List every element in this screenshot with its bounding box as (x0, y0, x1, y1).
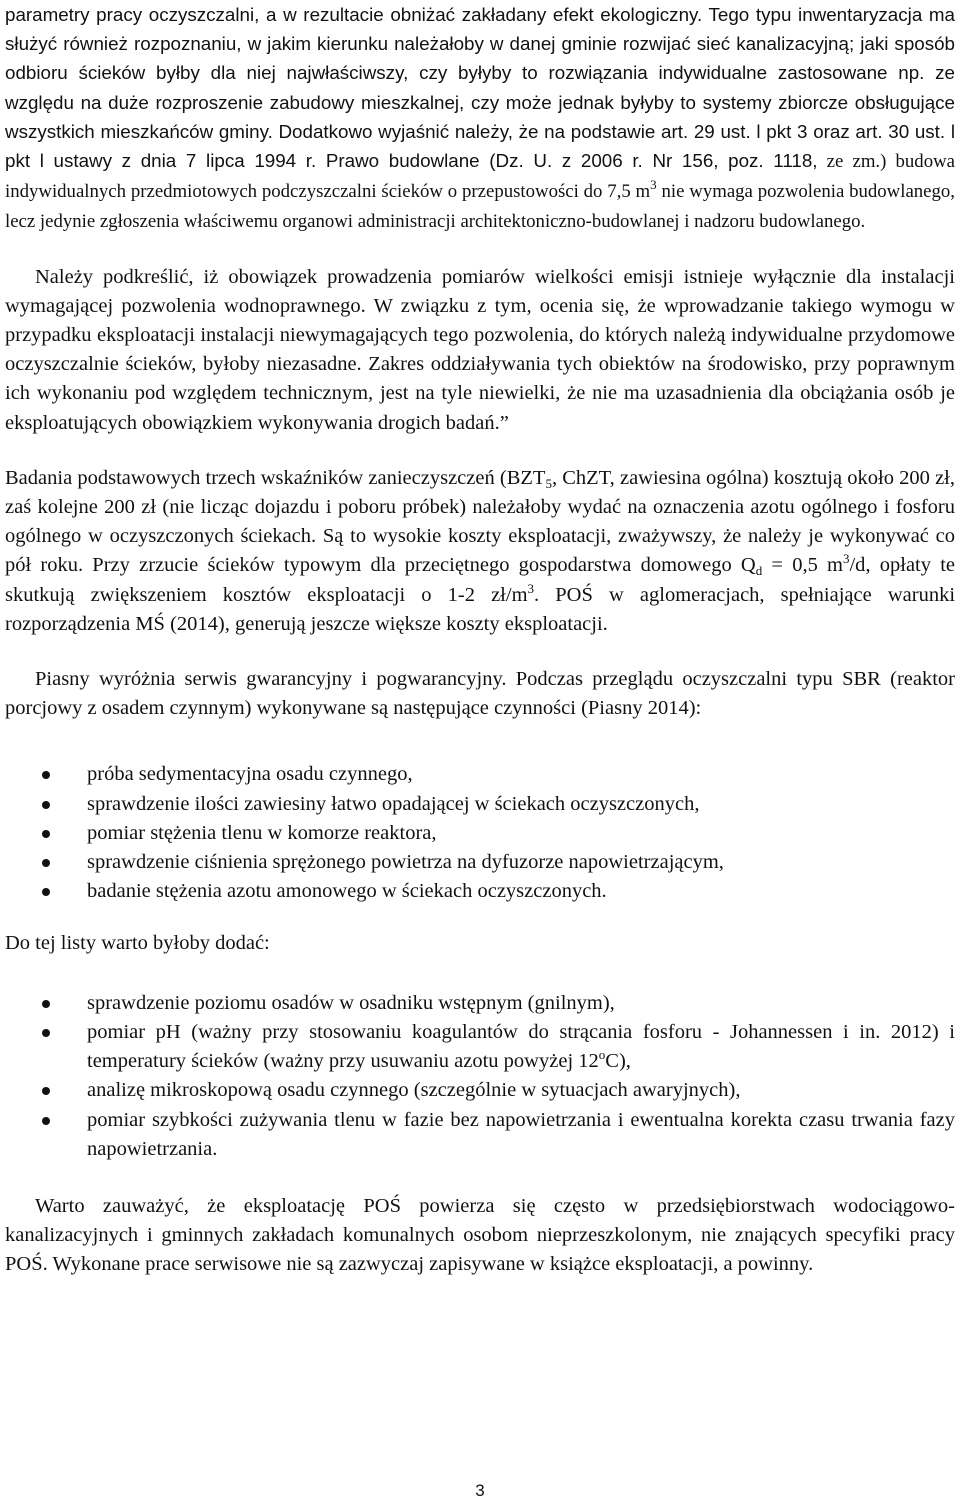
paragraph-emission-measurement: Należy podkreślić, iż obowiązek prowadzenia pomiarów wielkości emisji istnieje wyłącznie dla instalacji wymagającej pozwolenia wodnoprawnego. W związku z tym, ocenia się, że wprowadzanie takiego wymogu w przypadku eksploatacji instalacji niewymagających tego pozwolenia, do których należą indywidualne przydomowe oczyszczalnie ścieków, byłoby niezasadne. Zakres oddziaływania tych obiektów na środowisko, przy poprawnym ich wykonaniu pod względem technicznym, jest na tyle niewielki, że nie ma uzasadnienia dla obciążania osób je eksploatujących obowiązkiem wykonywania drogich badań.” (5, 265, 955, 434)
list-item: pomiar szybkości zużywania tlenu w fazie bez napowietrzania i ewentualna korekta czasu trwania fazy napowietrzania. (5, 1106, 955, 1164)
paragraph-list-intro: Do tej listy warto byłoby dodać: (5, 932, 270, 955)
paragraph-1-text-b-inner: ze zm.) budowa indywidualnych przedmiotowych podczyszczalni ścieków o przepustowości do 7,5 m (5, 151, 955, 203)
flow-unit-superscript: 3 (842, 551, 850, 567)
list-item: badanie stężenia azotu amonowego w ściekach oczyszczonych. (5, 877, 955, 906)
list-item: analizę mikroskopową osadu czynnego (szczególnie w sytuacjach awaryjnych), (5, 1076, 955, 1105)
list-item: sprawdzenie ilości zawiesiny łatwo opadającej w ściekach oczyszczonych, (5, 790, 955, 819)
document-page (5, 0, 955, 1280)
page-number: 3 (475, 1481, 485, 1500)
paragraph-3-text-e: . POŚ w aglomeracjach, spełniające warunki rozporządzenia MŚ (2014), generują jeszcze większe koszty eksploatacji. (5, 583, 956, 635)
degree-superscript: o (598, 1047, 606, 1063)
list-item (5, 1018, 955, 1076)
flow-subscript: d (755, 563, 763, 579)
paragraph-septic-inventory (5, 0, 955, 237)
paragraph-1-text-a: parametry pracy oczyszczalni, a w rezultacie obniżać zakładany efekt ekologiczny. Tego typu inwentaryzacja ma służyć również rozpoznaniu, w jakim kierunku należałoby w danej gminie rozwijać sieć kanalizacyjną; jaki sposób odbioru ścieków byłby dla niej najwłaściwszy, czy byłyby to rozwiązania indywidualne zastosowane np. ze względu na duże rozproszenie zabudowy mieszkalnej, czy może jednak byłyby to systemy zbiorcze obsługujące wszystkich mieszkańców gminy. Dodatkowo wyjaśnić należy, że na podstawie art. 29 ust. l pkt 3 oraz art. 30 ust. l pkt l ustawy z dnia 7 lipca 1994 r. Prawo budowlane (Dz. U. z 2006 r. Nr 156, poz. 1118, (5, 4, 955, 172)
list-item: sprawdzenie poziomu osadów w osadniku wstępnym (gnilnym), (5, 989, 955, 1018)
paragraph-3-text-d: /d, opłaty te skutkują zwiększeniem kosztów eksploatacji o 1-2 zł/m (5, 554, 956, 606)
list-item: sprawdzenie ciśnienia sprężonego powietrza na dyfuzorze napowietrzającym, (5, 848, 955, 877)
cubic-superscript: 3 (650, 177, 657, 193)
additional-activities-list (5, 989, 955, 1164)
list-item: pomiar stężenia tlenu w komorze reaktora, (5, 819, 955, 848)
paragraph-3-text-c: = 0,5 m (762, 554, 843, 577)
service-activities-list (5, 760, 955, 906)
list-item-text-a: pomiar pH (ważny przy stosowaniu koagulantów do strącania fosforu - Johannessen i in. 2012) i temperatury ścieków (ważny przy usuwaniu azotu powyżej 12 (87, 1020, 955, 1073)
paragraph-service-description: Piasny wyróżnia serwis gwarancyjny i pogwarancyjny. Podczas przeglądu oczyszczalni typu SBR (reaktor porcjowy z osadem czynnym) wykonywane są następujące czynności (Piasny 2014): (5, 668, 955, 720)
cost-unit-superscript: 3 (527, 580, 535, 596)
bzt-subscript: 5 (545, 475, 552, 491)
list-item-text-b: C), (605, 1050, 631, 1073)
paragraph-operation-remarks: Warto zauważyć, że eksploatację POŚ powierza się często w przedsiębiorstwach wodociągowo-kanalizacyjnych i gminnych zakładach komunalnych osobom nieprzeszkolonym, nie znających specyfiki pracy POŚ. Wykonane prace serwisowe nie są zazwyczaj zapisywane w książce eksploatacji, a powinny. (5, 1194, 955, 1276)
list-item: próba sedymentacyjna osadu czynnego, (5, 760, 955, 789)
paragraph-1-text-c: nie wymaga pozwolenia budowlanego, lecz jedynie zgłoszenia właściwemu organowi administracji architektoniczno-budowlanej i nadzoru budowlanego. (5, 181, 955, 233)
paragraph-analysis-costs (5, 464, 955, 639)
paragraph-3-text-b: , ChZT, zawiesina ogólna) kosztują około 200 zł, zaś kolejne 200 zł (nie licząc dojazdu i poboru próbek) należałoby wydać na oznaczenia azotu ogólnego i fosforu ogólnego w oczyszczonych ściekach. Są to wysokie koszty eksploatacji, zważywszy, że należy je wykonywać co pół roku. Przy zrzucie ścieków typowym dla przeciętnego gospodarstwa domowego Q (5, 466, 955, 577)
paragraph-3-text-a: Badania podstawowych trzech wskaźników zanieczyszczeń (BZT (5, 466, 546, 489)
